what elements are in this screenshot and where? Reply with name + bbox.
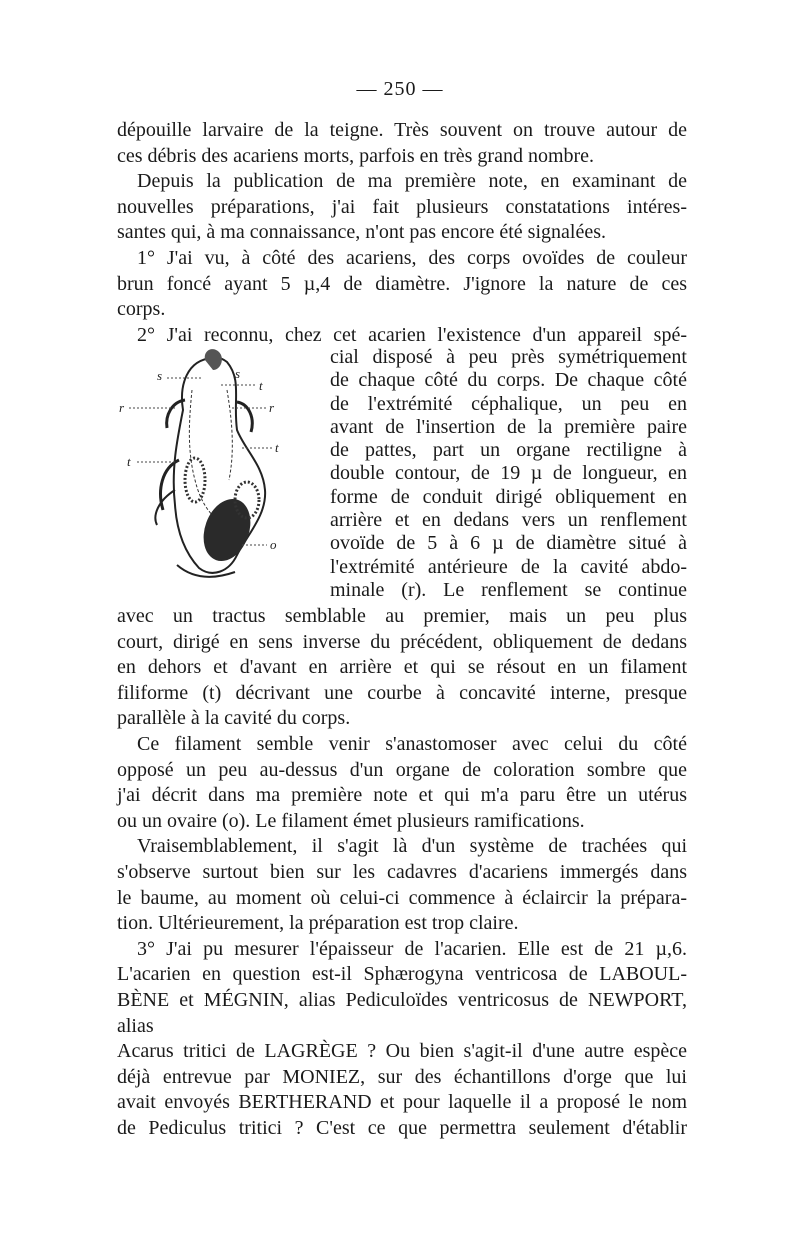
text-line: 1° J'ai vu, à côté des acariens, des corps ovoïdes de couleur	[137, 246, 687, 269]
text-line: Depuis la publication de ma première note, en examinant de	[137, 170, 687, 193]
mite-illustration	[117, 340, 312, 595]
text-line: corps.	[117, 298, 166, 321]
text-line: déjà entrevue par MONIEZ, sur des échantillons d'orge que lui	[117, 1065, 687, 1088]
text-line: brun foncé ayant 5 µ,4 de diamètre. J'ignore la nature de ces	[117, 272, 687, 295]
text-line: j'ai décrit dans ma première note et qui m'a paru être un utérus	[117, 784, 687, 807]
text-line: Acarus tritici de LAGRÈGE ? Ou bien s'agit-il d'une autre espèce	[117, 1040, 687, 1063]
text-line: avant de l'insertion de la première paire	[330, 415, 687, 438]
text-line: santes qui, à ma connaissance, n'ont pas encore été signalées.	[117, 221, 606, 244]
text-line: Vraisemblablement, il s'agit là d'un système de trachées qui	[137, 835, 687, 858]
text-line: l'extrémité antérieure de la cavité abdo-	[330, 555, 687, 578]
leg	[237, 402, 252, 432]
text-line: BÈNE et MÉGNIN, alias Pediculoïdes ventricosus de NEWPORT, alias	[117, 988, 687, 1037]
text-block-top	[117, 118, 687, 348]
text-line: Ce filament semble venir s'anastomoser avec celui du côté	[137, 732, 687, 755]
text-line: opposé un peu au-dessus d'un organe de coloration sombre que	[117, 758, 687, 781]
head-shape	[205, 349, 222, 370]
text-line: double contour, de 19 µ de longueur, en	[330, 462, 687, 485]
text-line: forme de conduit dirigé obliquement en	[330, 485, 687, 508]
ovary-mass	[195, 492, 258, 567]
text-line: le baume, au moment où celui-ci commence à éclaircir la prépara-	[117, 886, 687, 909]
figure-label-t: t	[259, 378, 263, 393]
text-line: de chaque côté du corps. De chaque côté	[330, 369, 687, 392]
text-line: de Pediculus tritici ? C'est ce que permettra seulement d'établir	[117, 1116, 687, 1139]
figure-label-r: r	[119, 400, 125, 415]
text-line: de pattes, part un organe rectiligne à	[330, 439, 687, 462]
figure-label-s: s	[235, 366, 241, 381]
text-line: ou un ovaire (o). Le filament émet plusieurs ramifications.	[117, 809, 585, 832]
text-line: ces débris des acariens morts, parfois en très grand nombre.	[117, 144, 595, 167]
figure-label-o: o	[270, 537, 277, 552]
text-line: cial disposé à peu près symétriquement	[330, 346, 687, 368]
trachea	[227, 390, 232, 480]
text-block-bottom	[117, 604, 687, 1141]
mite-figure	[117, 340, 312, 595]
text-line: court, dirigé en sens inverse du précédent, obliquement de dedans	[117, 630, 687, 653]
text-line: de l'extrémité céphalique, un peu en	[330, 392, 687, 415]
text-line: s'observe surtout bien sur les cadavres d'acariens immergés dans	[117, 860, 687, 883]
leg	[161, 460, 179, 510]
text-line: tion. Ultérieurement, la préparation est trop claire.	[117, 912, 519, 935]
text-line: ovoïde de 5 à 6 µ de diamètre situé à	[330, 532, 687, 555]
text-line: avec un tractus semblable au premier, mais un peu plus	[117, 605, 687, 627]
figure-label-s: s	[157, 368, 163, 383]
text-line: parallèle à la cavité du corps.	[117, 707, 351, 730]
text-line: L'acarien en question est-il Sphærogyna ventricosa de LABOUL-	[117, 963, 687, 986]
text-line: avait envoyés BERTHERAND et pour laquelle il a proposé le nom	[117, 1091, 687, 1114]
text-line: filiforme (t) décrivant une courbe à concavité interne, presque	[117, 681, 687, 704]
leg	[155, 490, 175, 525]
page-number: — 250 —	[356, 78, 444, 100]
figure-label-t: t	[127, 454, 131, 469]
text-line: arrière et en dedans vers un renflement	[330, 509, 687, 532]
text-line: dépouille larvaire de la teigne. Très souvent on trouve autour de	[117, 119, 687, 141]
text-line: 3° J'ai pu mesurer l'épaisseur de l'acarien. Elle est de 21 µ,6.	[137, 937, 687, 960]
figure-label-t: t	[275, 440, 279, 455]
text-block-wrap	[330, 346, 687, 602]
text-line: minale (r). Le renflement se continue	[330, 578, 687, 601]
text-line: 2° J'ai reconnu, chez cet acarien l'existence d'un appareil spé-	[137, 323, 687, 346]
figure-label-r: r	[269, 400, 275, 415]
text-line: en dehors et d'avant en arrière et qui se résout en un filament	[117, 656, 687, 679]
text-line: nouvelles préparations, j'ai fait plusieurs constatations intéres-	[117, 195, 687, 218]
